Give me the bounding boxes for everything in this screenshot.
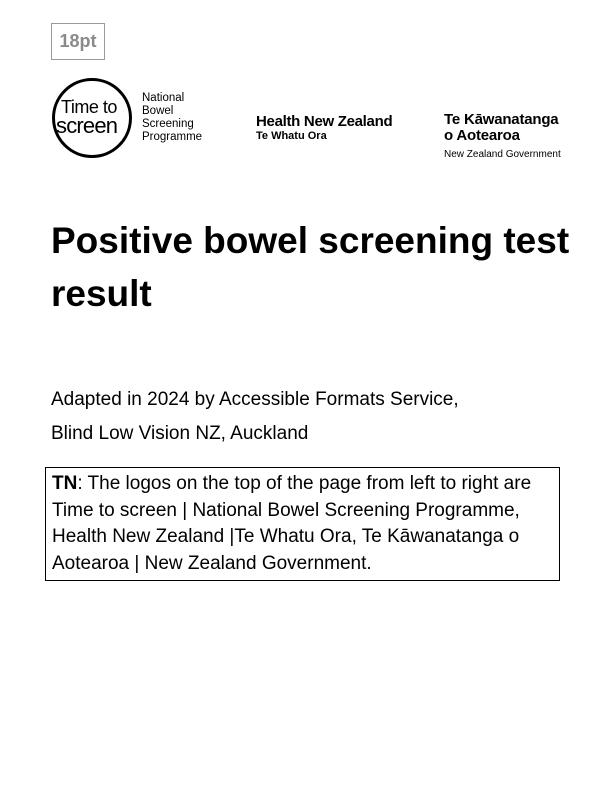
credit-line: Adapted in 2024 by Accessible Formats Service, [51,389,459,410]
transcriber-note-text: : The logos on the top of the page from left to right are [77,473,532,494]
transcriber-note-line: Aotearoa | New Zealand Government. [52,552,372,574]
health-nz-logo-title: Health New Zealand [256,113,393,130]
transcriber-note-line: Time to screen | National Bowel Screening Programme, [52,499,520,521]
transcriber-note-line [52,471,559,498]
time-to-screen-logo-line1: Time to [61,97,117,117]
transcriber-note-line: Health New Zealand |Te Whatu Ora, Te Kāwanatanga o [52,526,520,547]
programme-name-line: Programme [142,131,203,143]
adaptation-credit [51,383,571,451]
transcriber-note-label: TN [52,473,78,494]
programme-name-line: Screening [142,118,194,130]
nz-government-logo [444,112,561,160]
logo-row [52,78,582,162]
credit-line: Blind Low Vision NZ, Auckland [51,423,309,444]
programme-name [142,92,202,144]
time-to-screen-logo [52,78,132,158]
programme-name-line: Bowel [142,105,174,117]
health-nz-logo [256,114,392,143]
font-size-badge: 18pt [51,23,105,60]
document-title: Positive bowel screening test result [51,220,570,314]
programme-name-line: National [142,92,185,104]
nz-government-logo-subtitle: New Zealand Government [444,149,561,160]
nz-government-logo-line2: o Aotearoa [444,127,520,144]
nz-government-logo-line1: Te Kāwanatanga [444,111,559,128]
time-to-screen-logo-line2: screen [56,113,118,138]
transcriber-note-box [45,467,560,581]
health-nz-logo-subtitle: Te Whatu Ora [256,130,327,142]
